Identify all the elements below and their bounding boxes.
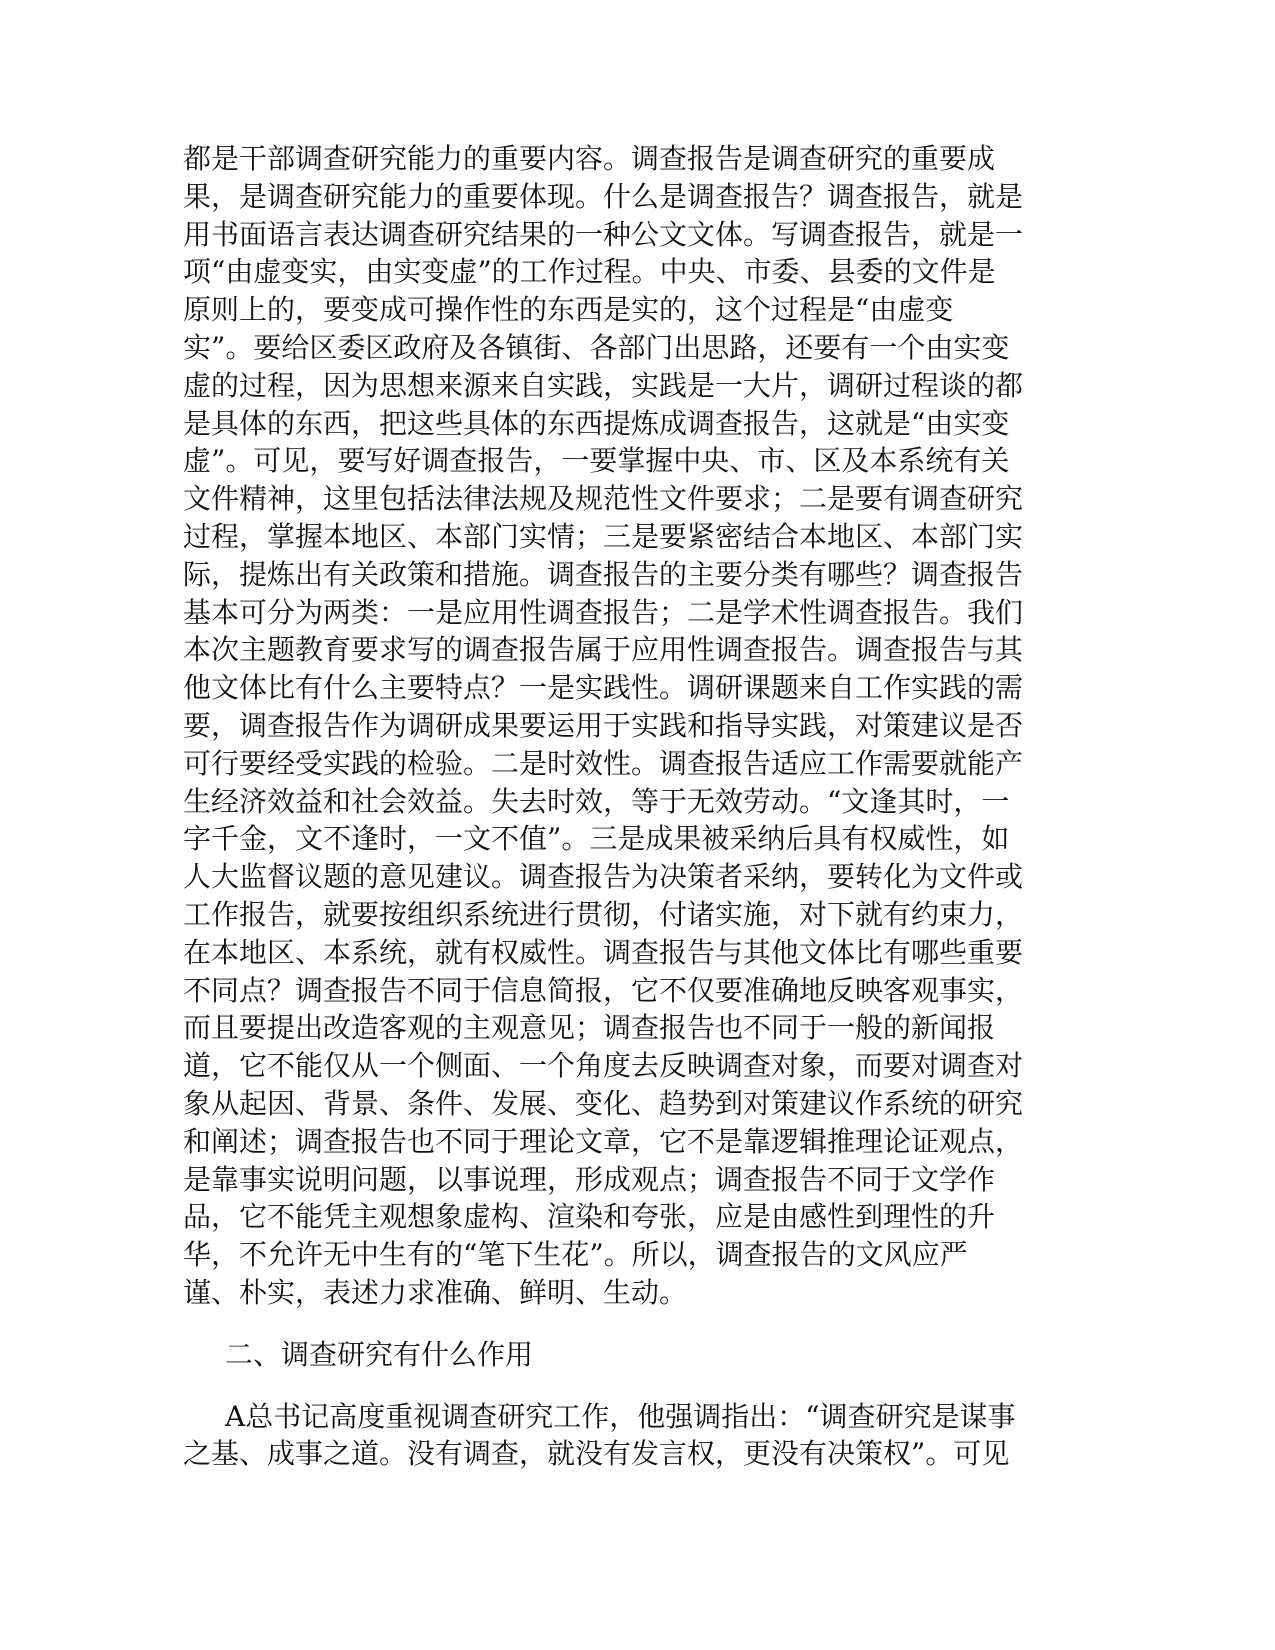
- text-line: 际，提炼出有关政策和措施。调查报告的主要分类有哪些？调查报告: [183, 557, 1024, 591]
- paragraph-gap: [183, 1312, 1063, 1336]
- text-line: 果，是调查研究能力的重要体现。什么是调查报告？调查报告，就是: [183, 179, 1024, 213]
- text-line: 生经济效益和社会效益。失去时效，等于无效劳动。“文逢其时，一: [183, 784, 1010, 818]
- text-line: 项“由虚变实，由实变虚”的工作过程。中央、市委、县委的文件是: [183, 255, 996, 289]
- text-line: 可行要经受实践的检验。二是时效性。调查报告适应工作需要就能产: [183, 746, 1024, 780]
- text-line: 象从起因、背景、条件、发展、变化、趋势到对策建议作系统的研究: [183, 1086, 1024, 1120]
- text-line: 虚的过程，因为思想来源来自实践，实践是一大片，调研过程谈的都: [183, 368, 1024, 402]
- text-line: 和阐述；调查报告也不同于理论文章，它不是靠逻辑推理论证观点，: [183, 1124, 1024, 1158]
- paragraph-body-1: [183, 140, 1063, 1312]
- text-line: 过程，掌握本地区、本部门实情；三是要紧密结合本地区、本部门实: [183, 519, 1024, 553]
- text-line: 字千金，文不逢时，一文不值”。三是成果被采纳后具有权威性，如: [183, 822, 1010, 856]
- text-line: 品，它不能凭主观想象虚构、渲染和夸张，应是由感性到理性的升: [183, 1200, 996, 1234]
- text-line: 都是干部调查研究能力的重要内容。调查报告是调查研究的重要成: [183, 142, 996, 175]
- text-line: 是靠事实说明问题，以事说理，形成观点；调查报告不同于文学作: [183, 1162, 996, 1196]
- text-line: 工作报告，就要按组织系统进行贯彻，付诸实施，对下就有约束力，: [183, 897, 1024, 931]
- text-line: 原则上的，要变成可操作性的东西是实的，这个过程是“由虚变: [183, 293, 954, 327]
- text-line: 不同点？调查报告不同于信息简报，它不仅要准确地反映客观事实，: [183, 973, 1024, 1007]
- text-line: 要，调查报告作为调研成果要运用于实践和指导实践，对策建议是否: [183, 708, 1024, 742]
- section-heading: 二、调查研究有什么作用: [225, 1337, 534, 1371]
- text-line: 实”。要给区委区政府及各镇街、各部门出思路，还要有一个由实变: [183, 330, 1010, 364]
- text-line: 人大监督议题的意见建议。调查报告为决策者采纳，要转化为文件或: [183, 860, 1024, 894]
- text-line: 虚”。可见，要写好调查报告，一要掌握中央、市、区及本系统有关: [183, 444, 1010, 478]
- text-line: 文件精神，这里包括法律法规及规范性文件要求；二是要有调查研究: [183, 482, 1024, 516]
- text-line: 用书面语言表达调查研究结果的一种公文文体。写调查报告，就是一: [183, 217, 1024, 251]
- document-page: [183, 140, 1063, 1473]
- text-line: A总书记高度重视调查研究工作，他强调指出：“调查研究是谋事: [225, 1399, 1016, 1433]
- text-line: 基本可分为两类：一是应用性调查报告；二是学术性调查报告。我们: [183, 595, 1024, 629]
- text-line: 本次主题教育要求写的调查报告属于应用性调查报告。调查报告与其: [183, 633, 1024, 667]
- text-line: 谨、朴实，表述力求准确、鲜明、生动。: [183, 1275, 688, 1309]
- text-line: 是具体的东西，把这些具体的东西提炼成调查报告，这就是“由实变: [183, 406, 1010, 440]
- text-line: 道，它不能仅从一个侧面、一个角度去反映调查对象，而要对调查对: [183, 1049, 1024, 1083]
- text-line: 在本地区、本系统，就有权威性。调查报告与其他文体比有哪些重要: [183, 935, 1024, 969]
- text-line: 之基、成事之道。没有调查，就没有发言权，更没有决策权”。可见: [183, 1437, 1010, 1471]
- paragraph-gap: [183, 1374, 1063, 1398]
- text-line: 华，不允许无中生有的“笔下生花”。所以，调查报告的文风应严: [183, 1238, 968, 1272]
- text-line: 而且要提出改造客观的主观意见；调查报告也不同于一般的新闻报: [183, 1011, 996, 1045]
- text-line: 他文体比有什么主要特点？一是实践性。调研课题来自工作实践的需: [183, 671, 1024, 705]
- paragraph-body-2: [183, 1398, 1063, 1474]
